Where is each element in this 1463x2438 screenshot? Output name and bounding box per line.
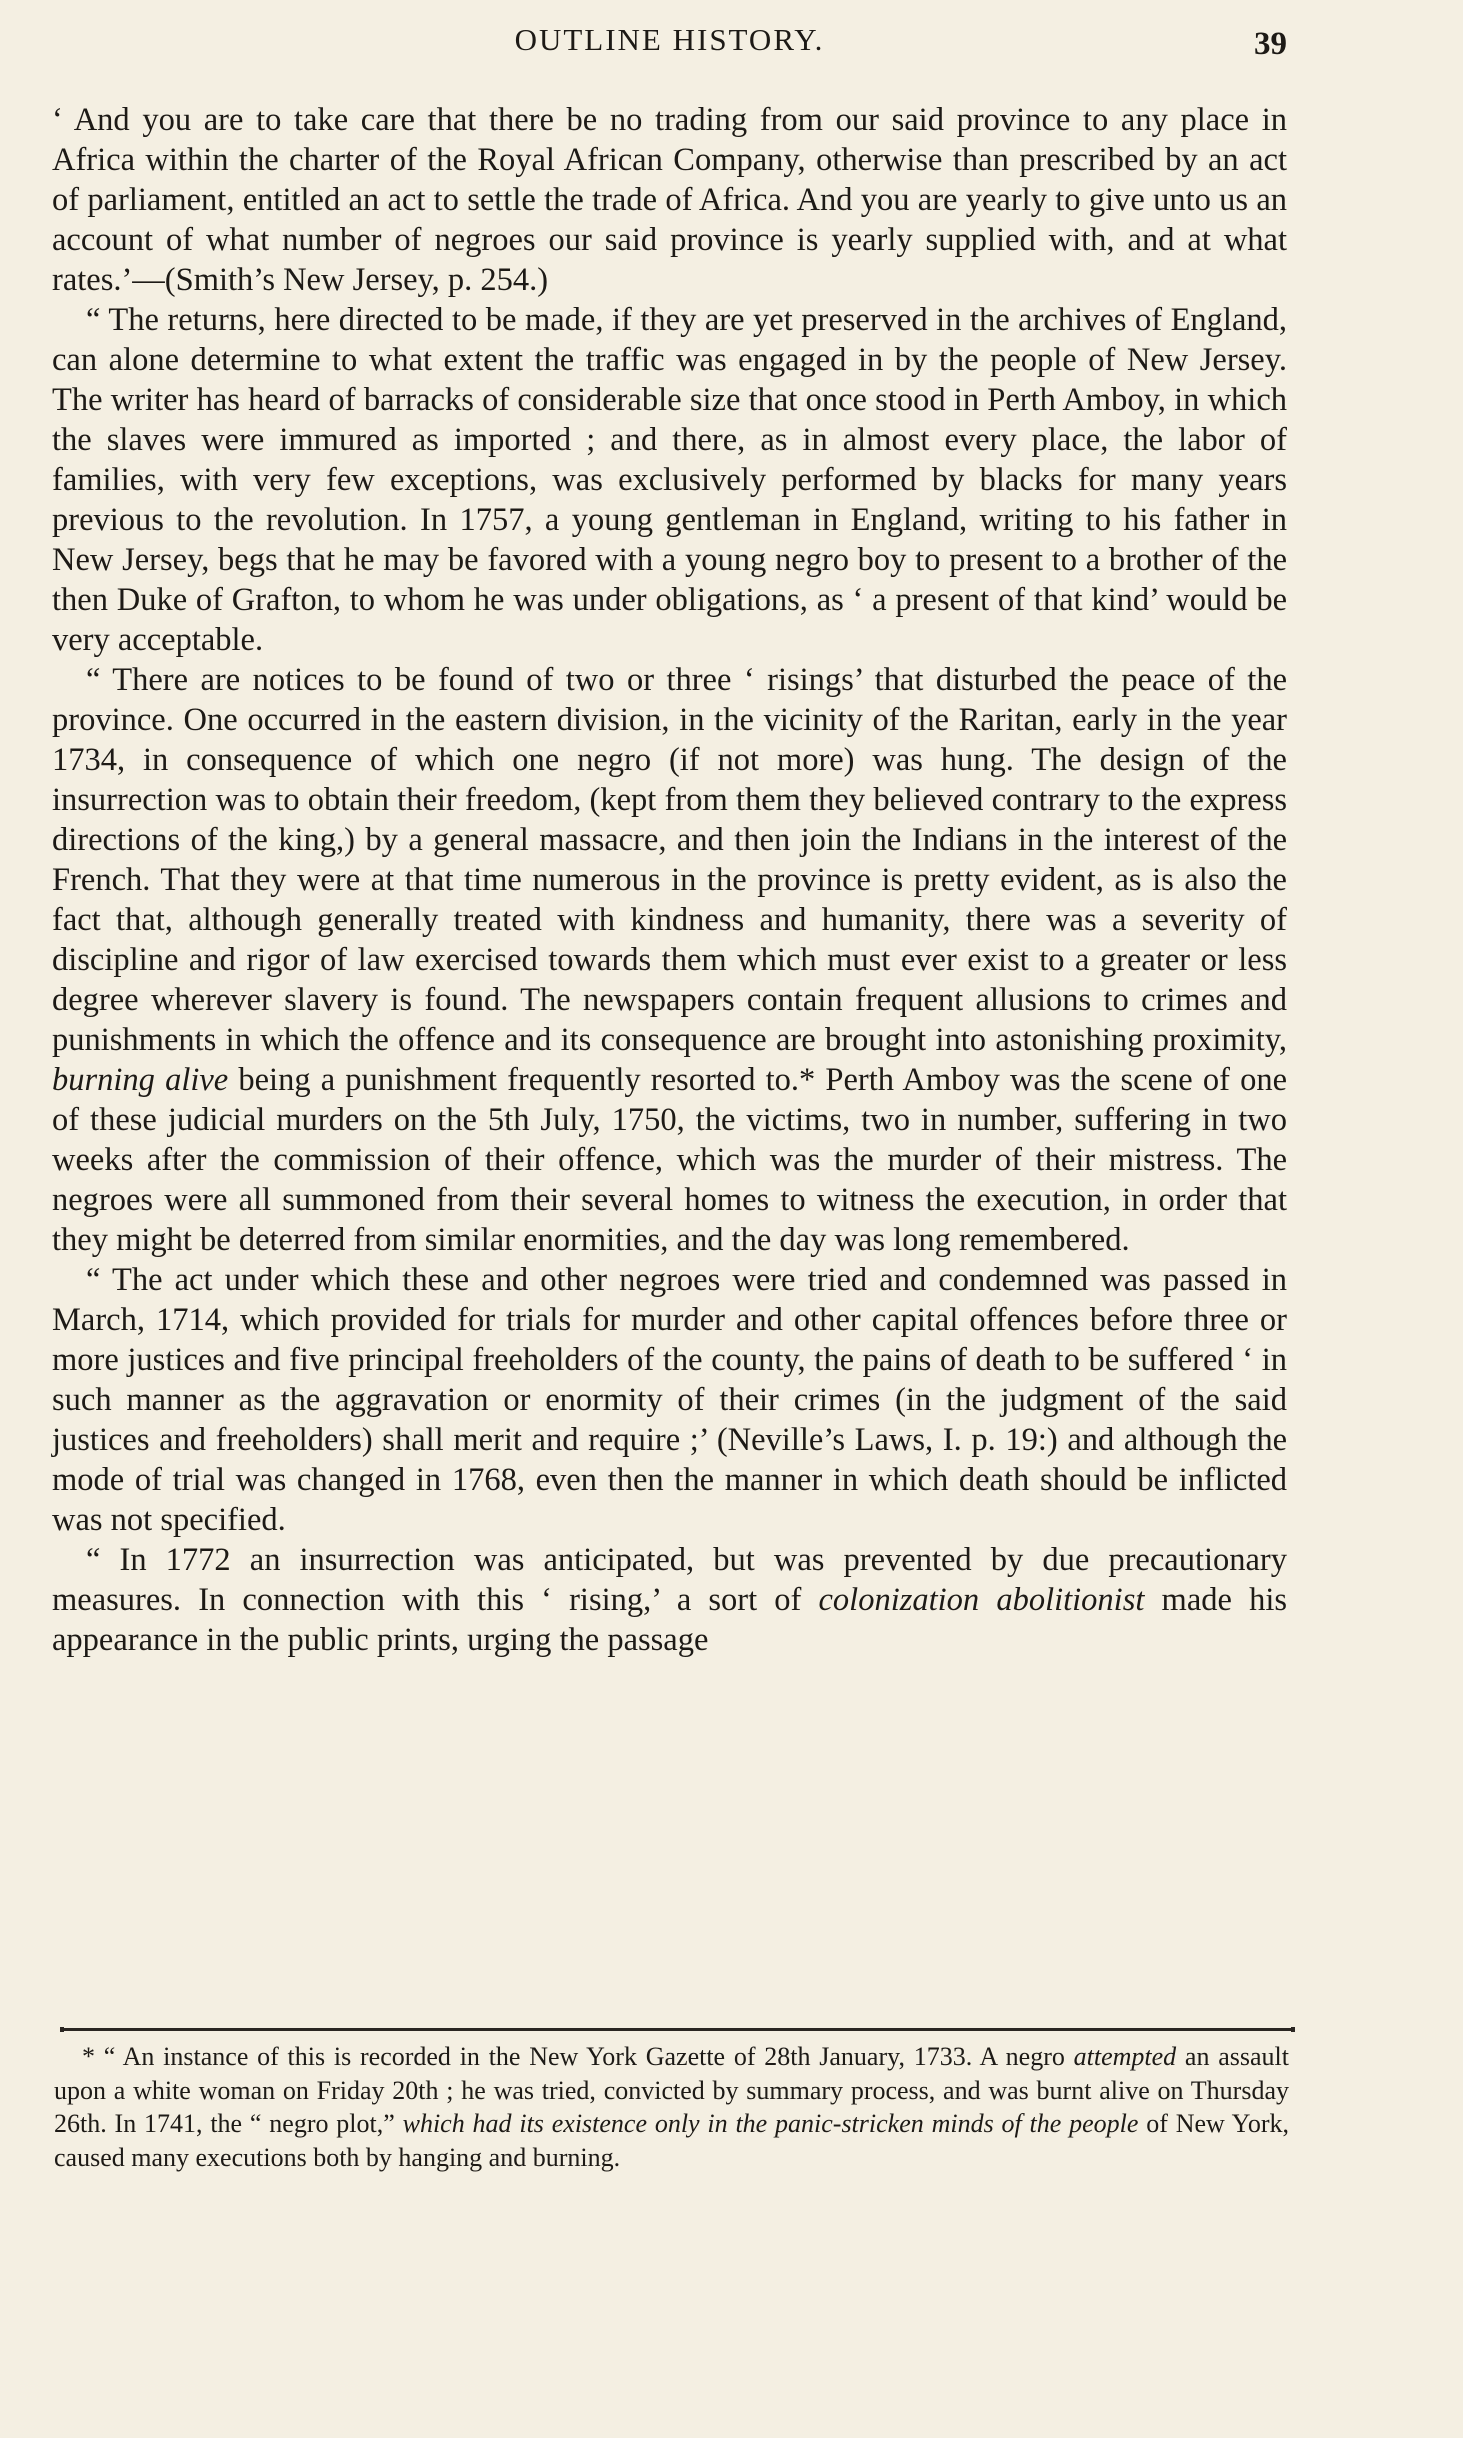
text-run: ‘ And you are to take care that there be no trading from our said province to any place in Africa within the charter of the Royal African Company, otherwise than prescribed by an act of parliament, entitled an act to settle the trade of Africa. And you are yearly to give unto us an account of what number of negroes our said province is yearly supplied with, and at what rates.’—(Smith’s New Jersey, p. 254.) [52,102,1287,298]
text-run: * “ An instance of this is recorded in the New York Gazette of 28th January, 1733. A negro [82,2042,1074,2071]
text-run: “ The returns, here directed to be made, if they are yet preserved in the archives of England, can alone determine to what extent the traffic was engaged in by the people of New Jersey. The writer has heard of barracks of considerable size that once stood in Perth Amboy, in which the slaves were immured as imported ; and there, as in almost every place, the labor of families, with very few exceptions, was exclusively performed by blacks for many years previous to the revolution. In 1757, a young gentleman in England, writing to his father in New Jersey, begs that he may be favored with a young negro boy to present to a brother of the then Duke of Grafton, to whom he was under obligations, as ‘ a present of that kind’ would be very acceptable. [52,302,1287,658]
text-run: “ In 1772 an insurrection was anticipated, but was prevented by due precautionary measures. In connection with this ‘ rising,’ a sort of [52,1542,1287,1618]
italic-run: which had its existence only in the panic-stricken minds of the people [402,2109,1139,2138]
text-run: “ There are notices to be found of two or three ‘ risings’ that disturbed the peace of the province. One occurred in the eastern division, in the vicinity of the Raritan, early in the year 1734, in consequence of which one negro (if not more) was hung. The design of the insurrection was to obtain their freedom, (kept from them they believed contrary to the express directions of the king,) by a general massacre, and then join the Indians in the interest of the French. That they were at that time numerous in the province is pretty evident, as is also the fact that, although generally treated with kindness and humanity, there was a severity of discipline and rigor of law exercised towards them which must ever exist to a greater or less degree wherever slavery is found. The newspapers contain frequent allusions to crimes and punishments in which the offence and its consequence are brought into astonishing proximity, [52,662,1287,1058]
text-run: an assault upon a white woman on Friday 20th ; he was tried, convicted by summary process, and was burnt alive on Thursday 26th. In 1741, the “ negro plot,” [54,2042,1289,2138]
footnote-paragraph [54,2040,1289,2174]
text-run: made his appearance in the public prints, urging the passage [52,1582,1287,1658]
paragraph-charter-instructions [52,100,1287,300]
text-run: “ The act under which these and other negroes were tried and condemned was passed in March, 1714, which provided for trials for murder and other capital offences before three or more justices and five principal freeholders of the county, the pains of death to be suffered ‘ in such manner as the aggravation or enormity of their crimes (in the judgment of the said justices and freeholders) shall merit and require ;’ (Neville’s Laws, I. p. 19:) and although the mode of trial was changed in 1768, even then the manner in which death should be inflicted was not specified. [52,1262,1287,1538]
footnote [54,2040,1289,2174]
paragraph-insurrection-1772 [52,1540,1287,1660]
paragraph-act-of-1714 [52,1260,1287,1540]
italic-run: attempted [1073,2042,1177,2071]
footnote-divider [60,2028,1295,2031]
text-run: of New York, caused many executions both by hanging and burning. [54,2109,1290,2172]
italic-run: burning alive [52,1062,229,1098]
running-title: OUTLINE HISTORY. [514,22,825,57]
text-run: being a punishment frequently resorted to.* Perth Amboy was the scene of one of these judicial murders on the 5th July, 1750, the victims, two in number, suffering in two weeks after the commission of their offence, which was the murder of their mistress. The negroes were all summoned from their several homes to witness the execution, in order that they might be deterred from similar enormities, and the day was long remembered. [52,1062,1287,1258]
page-number: 39 [1254,26,1287,62]
running-head [52,22,1287,62]
paragraph-returns [52,300,1287,660]
italic-run: colonization abolitionist [818,1582,1145,1618]
paragraph-risings [52,660,1287,1260]
body-text [52,100,1287,1660]
